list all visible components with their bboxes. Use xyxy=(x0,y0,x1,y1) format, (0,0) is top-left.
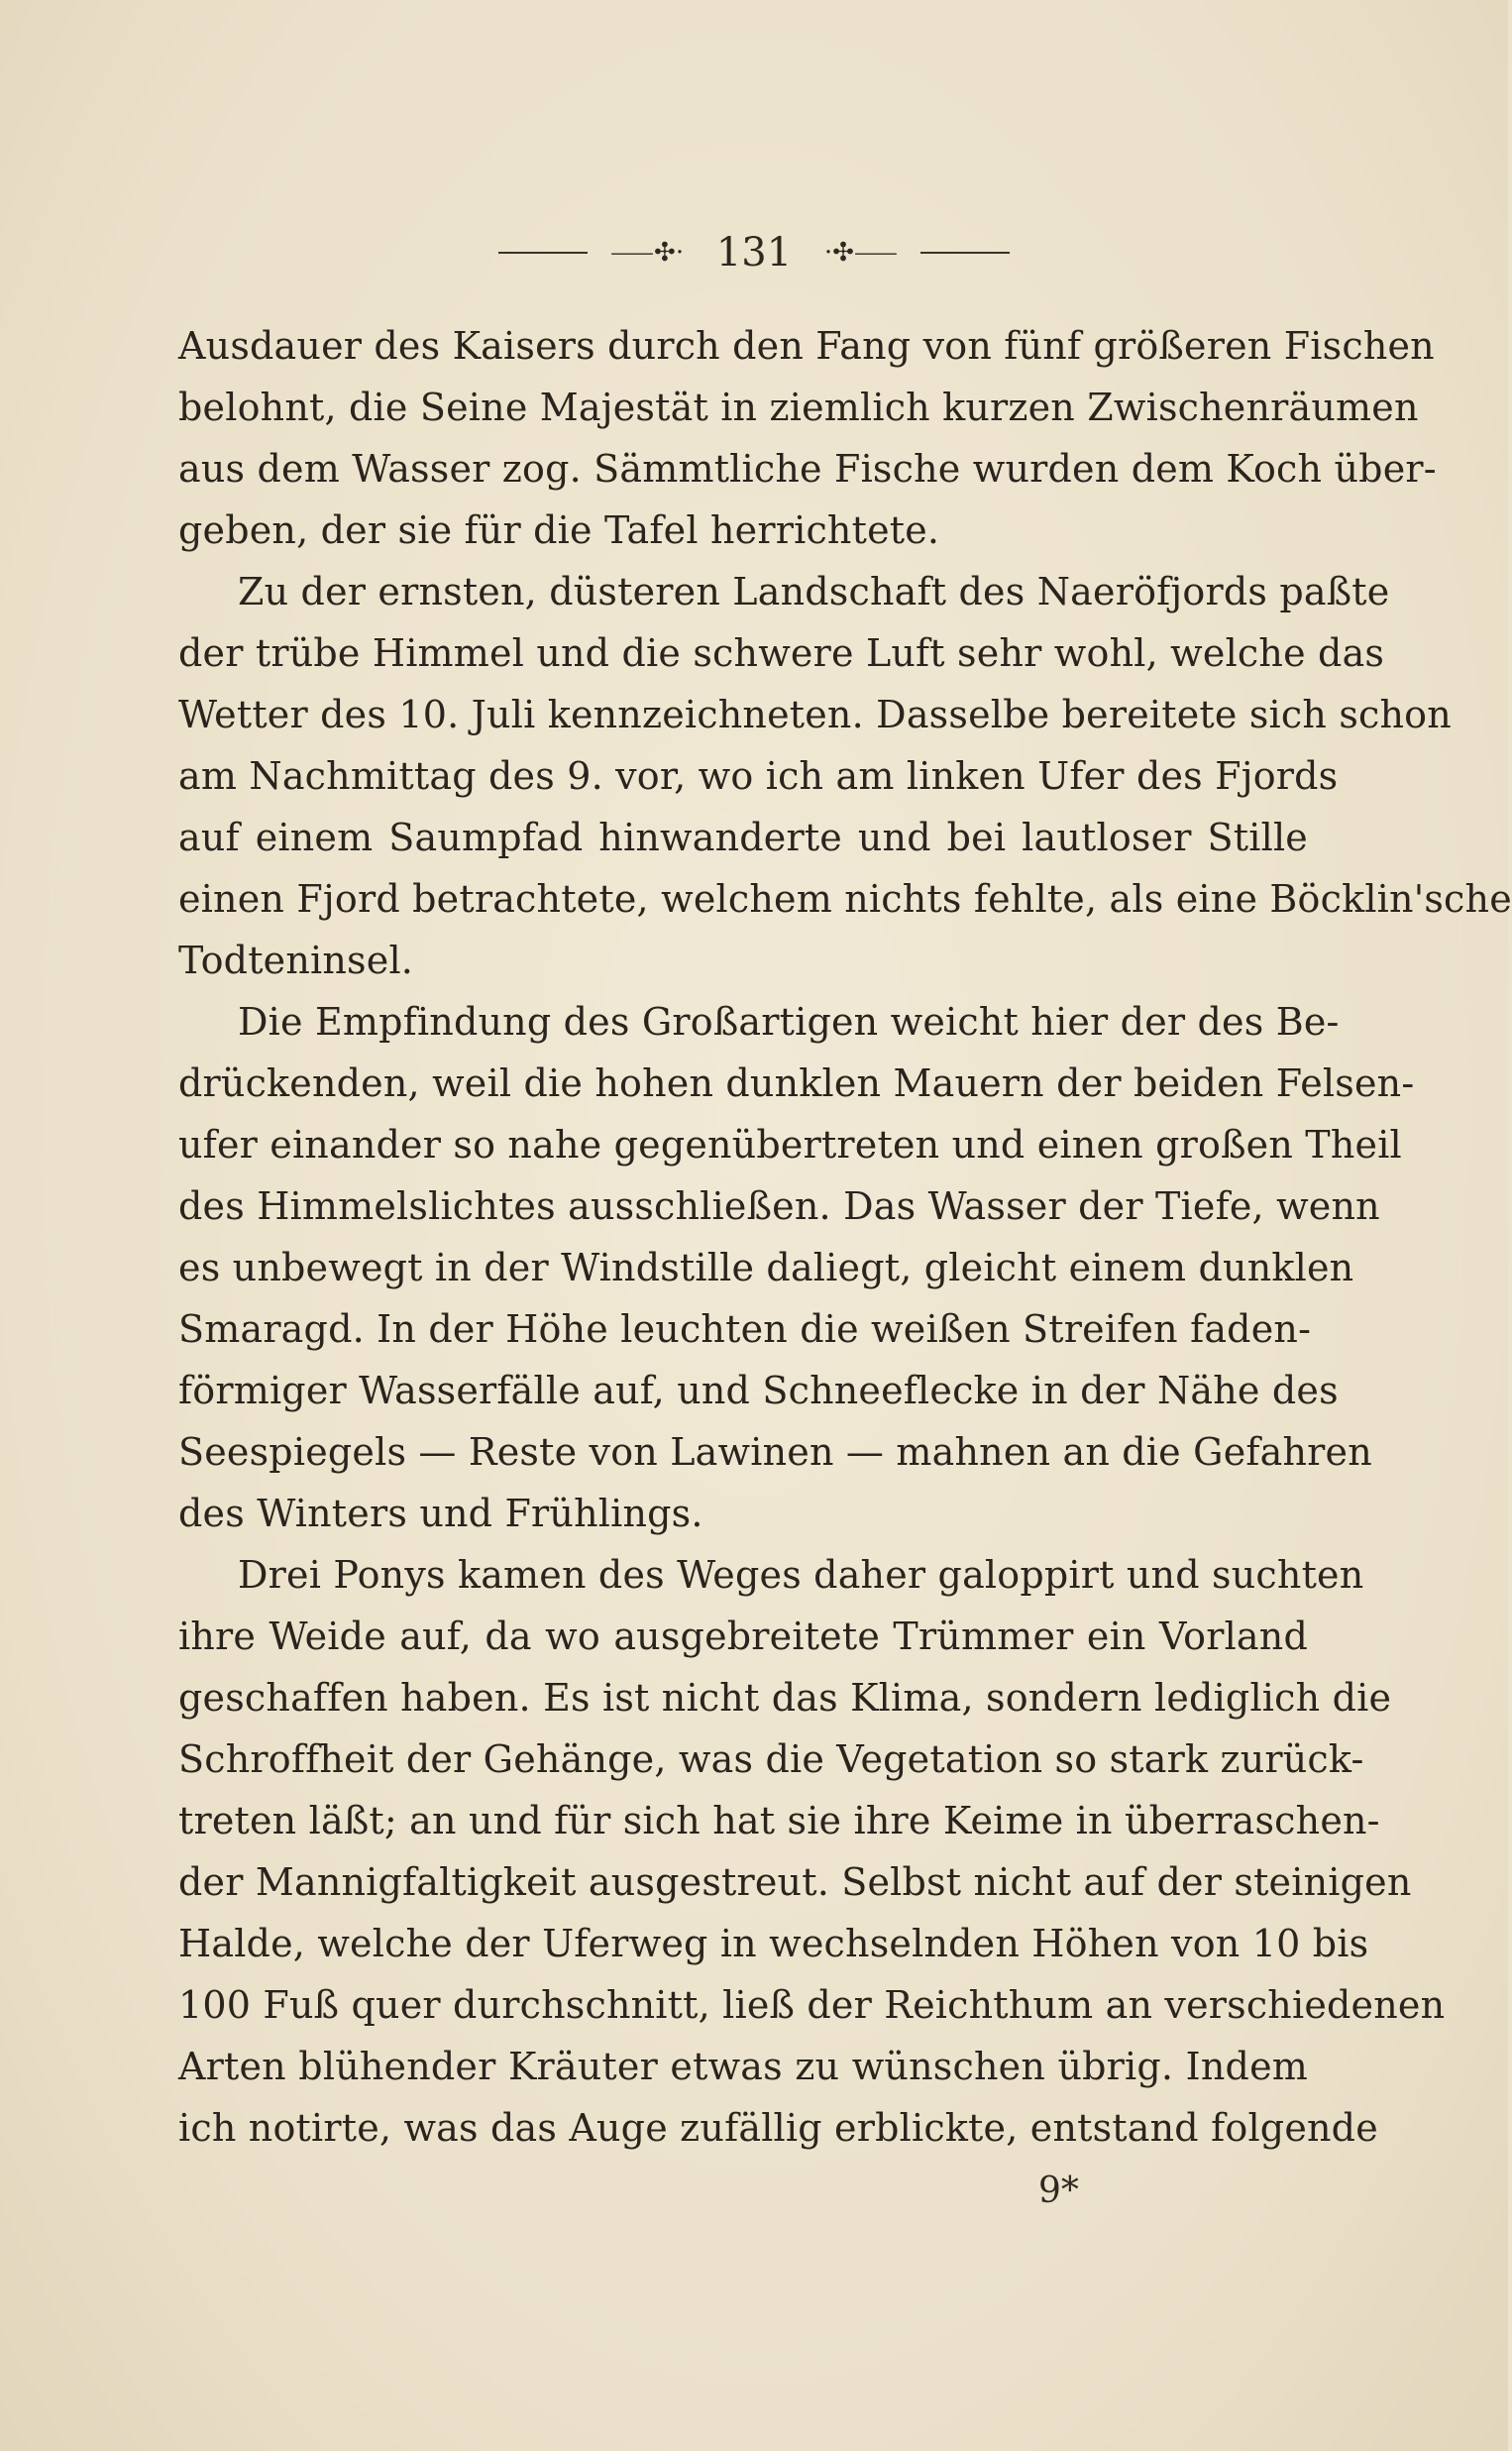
header-ornament-left: ⸺✣· xyxy=(610,238,685,268)
text-line: 100 Fuß quer durchschnitt, ließ der Reichthum an verschiedenen xyxy=(178,1983,1446,2027)
page-header xyxy=(0,220,1508,282)
text-line: treten läßt; an und für sich hat sie ihre Keime in überraschen- xyxy=(178,1799,1380,1842)
text-line: der trübe Himmel und die schwere Luft sehr wohl, welche das xyxy=(178,631,1385,675)
text-line: Wetter des 10. Juli kennzeichneten. Dasselbe bereitete sich schon xyxy=(178,693,1452,736)
text-line: Halde, welche der Uferweg in wechselnden Höhen von 10 bis xyxy=(178,1922,1369,1965)
text-line: Die Empfindung des Großartigen weicht hier der des Be- xyxy=(238,1000,1340,1044)
text-line: förmiger Wasserfälle auf, und Schneeflecke in der Nähe des xyxy=(178,1369,1339,1412)
text-line: drückenden, weil die hohen dunklen Mauern der beiden Felsen- xyxy=(178,1061,1415,1105)
text-line: Todteninsel. xyxy=(178,939,414,982)
text-line: geben, der sie für die Tafel herrichtete. xyxy=(178,508,940,552)
text-line: am Nachmittag des 9. vor, wo ich am linken Ufer des Fjords xyxy=(178,754,1339,798)
text-line: Zu der ernsten, düsteren Landschaft des Naeröfjords paßte xyxy=(238,570,1390,613)
text-line: einen Fjord betrachtete, welchem nichts fehlte, als eine Böcklin'sche xyxy=(178,877,1512,921)
text-line: geschaffen haben. Es ist nicht das Klima, sondern lediglich die xyxy=(178,1676,1392,1720)
text-line: des Winters und Frühlings. xyxy=(178,1492,703,1535)
signature-mark: 9* xyxy=(1038,2171,1079,2211)
text-line: Schroffheit der Gehänge, was die Vegetation so stark zurück- xyxy=(178,1737,1364,1781)
text-line: Arten blühender Kräuter etwas zu wünschen übrig. Indem xyxy=(178,2045,1308,2088)
text-line: belohnt, die Seine Majestät in ziemlich kurzen Zwischenräumen xyxy=(178,386,1419,429)
text-line: es unbewegt in der Windstille daliegt, gleicht einem dunklen xyxy=(178,1246,1354,1289)
text-line: auf einem Saumpfad hinwanderte und bei lautloser Stille xyxy=(178,816,1308,859)
text-line: Drei Ponys kamen des Weges daher galoppirt und suchten xyxy=(238,1553,1364,1597)
header-ornament-right: ·✣⸺ xyxy=(823,238,898,268)
body-text xyxy=(178,315,1512,2159)
page-number: 131 xyxy=(715,230,793,276)
text-line: Seespiegels — Reste von Lawinen — mahnen an die Gefahren xyxy=(178,1430,1372,1474)
text-line: ihre Weide auf, da wo ausgebreitete Trümmer ein Vorland xyxy=(178,1615,1308,1658)
text-line: ich notirte, was das Auge zufällig erblickte, entstand folgende xyxy=(178,2106,1378,2150)
text-line: Smaragd. In der Höhe leuchten die weißen Streifen faden- xyxy=(178,1307,1312,1351)
text-line: des Himmelslichtes ausschließen. Das Wasser der Tiefe, wenn xyxy=(178,1184,1380,1228)
text-line: der Mannigfaltigkeit ausgestreut. Selbst nicht auf der steinigen xyxy=(178,1860,1412,1904)
text-line: Ausdauer des Kaisers durch den Fang von fünf größeren Fischen xyxy=(178,324,1435,368)
header-rule-left xyxy=(498,252,588,254)
text-line: aus dem Wasser zog. Sämmtliche Fische wurden dem Koch über- xyxy=(178,447,1437,491)
header-rule-right xyxy=(920,252,1010,254)
text-line: ufer einander so nahe gegenübertreten und einen großen Theil xyxy=(178,1123,1402,1167)
